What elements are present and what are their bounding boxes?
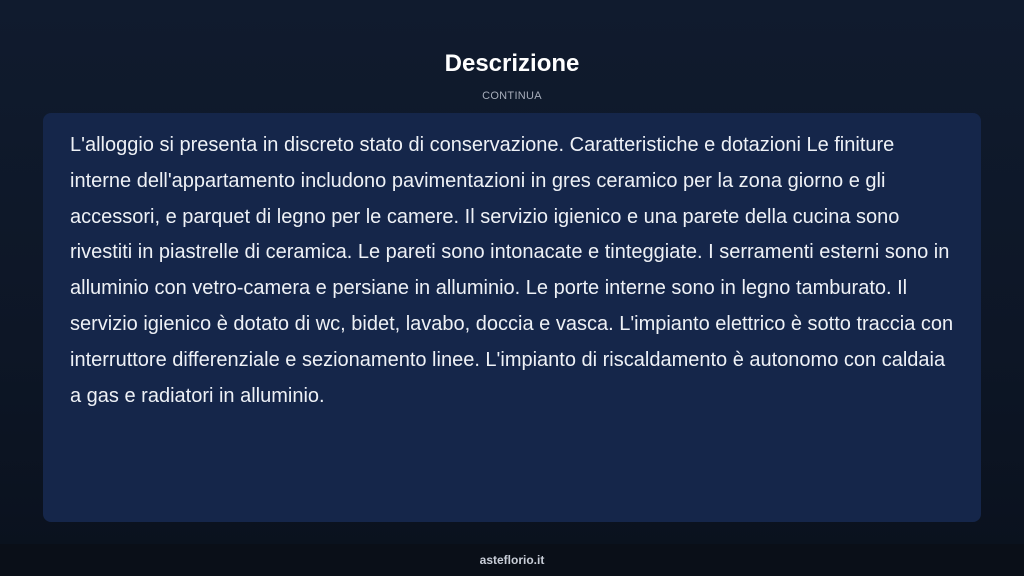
footer-brand: asteflorio.it: [479, 553, 545, 567]
description-card: [43, 113, 981, 522]
page-title: Descrizione: [444, 50, 580, 77]
continue-label: CONTINUA: [482, 90, 542, 102]
description-text: L'alloggio si presenta in discreto stato di conservazione. Caratteristiche e dotazioni Le finiture interne dell'appartamento includono pavimentazioni in gres ceramico per la zona giorno e gli accessori, e parquet di legno per le camere. Il servizio igienico e una parete della cucina sono rivestiti in piastrelle di ceramica. Le pareti sono intonacate e tinteggiate. I serramenti esterni sono in alluminio con vetro-camera e persiane in alluminio. Le porte interne sono in legno tamburato. Il servizio igienico è dotato di wc, bidet, lavabo, doccia e vasca. L'impianto elettrico è sotto traccia con interruttore differenziale e sezionamento linee. L'impianto di riscaldamento è autonomo con caldaia a gas e radiatori in alluminio.: [70, 134, 954, 407]
footer: [0, 544, 1024, 576]
